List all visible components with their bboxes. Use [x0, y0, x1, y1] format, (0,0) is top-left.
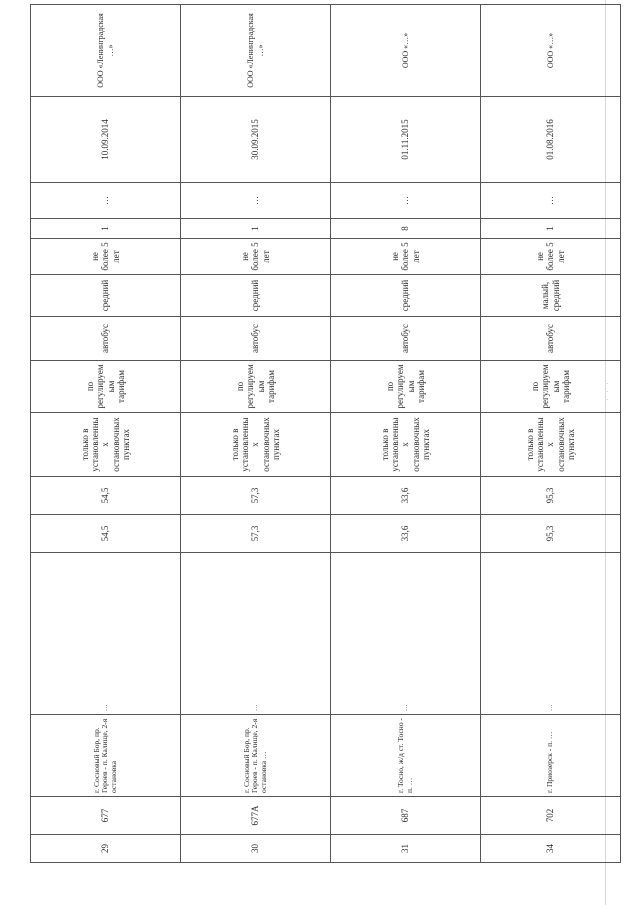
cell-len-back: 54,5 [31, 477, 181, 515]
cell-tariff: по регулируемым тарифам [31, 361, 181, 413]
cell-tariff: по регулируемым тарифам [181, 361, 331, 413]
cell-len-back: 57,3 [181, 477, 331, 515]
cell-num: 29 [31, 835, 181, 863]
table-row [181, 5, 331, 863]
cell-tariff: по регулируемым тарифам [481, 361, 621, 413]
cell-len-fwd: 33,6 [331, 515, 481, 553]
table-row [331, 5, 481, 863]
cell-carrier: ООО «Ленинградская …» [31, 5, 181, 97]
cell-eco: не более 5 лет [181, 239, 331, 275]
cell-count: 1 [481, 219, 621, 239]
cell-num: 30 [181, 835, 331, 863]
cell-len-fwd: 57,3 [181, 515, 331, 553]
cell-reg: 702 [481, 797, 621, 835]
cell-stops: только в установленных остановочных пунктах [31, 413, 181, 477]
cell-schedule: … [331, 183, 481, 219]
cell-len-fwd: 54,5 [31, 515, 181, 553]
cell-vclass: малый, средний [481, 275, 621, 317]
cell-vclass: средний [31, 275, 181, 317]
cell-start: 10.09.2014 [31, 97, 181, 183]
cell-len-back: 33,6 [331, 477, 481, 515]
cell-eco: не более 5 лет [481, 239, 621, 275]
cell-num: 34 [481, 835, 621, 863]
scan-margin-marks: · · · [606, 380, 609, 404]
cell-reg: 677А [181, 797, 331, 835]
cell-vehicle: автобус [181, 317, 331, 361]
cell-schedule: … [31, 183, 181, 219]
cell-count: 1 [31, 219, 181, 239]
cell-start: 01.11.2015 [331, 97, 481, 183]
cell-route: г. Тосно, ж/д ст. Тосно - п. … [331, 715, 481, 797]
cell-vehicle: автобус [331, 317, 481, 361]
cell-schedule: … [181, 183, 331, 219]
cell-streets: … [31, 553, 181, 715]
cell-start: 30.09.2015 [181, 97, 331, 183]
cell-reg: 677 [31, 797, 181, 835]
cell-streets: … [481, 553, 621, 715]
cell-stops: только в установленных остановочных пунктах [181, 413, 331, 477]
cell-count: 1 [181, 219, 331, 239]
routes-table [30, 4, 621, 863]
table-row [481, 5, 621, 863]
cell-vclass: средний [331, 275, 481, 317]
cell-num: 31 [331, 835, 481, 863]
cell-route: г. Приозерск - п. … [481, 715, 621, 797]
cell-vclass: средний [181, 275, 331, 317]
cell-route: г. Сосновый Бор, пр. Героев - п. Калище, 2-я остановка [31, 715, 181, 797]
cell-eco: не более 5 лет [31, 239, 181, 275]
table-row [31, 5, 181, 863]
cell-count: 8 [331, 219, 481, 239]
cell-vehicle: автобус [481, 317, 621, 361]
cell-carrier: ООО «…» [331, 5, 481, 97]
cell-tariff: по регулируемым тарифам [331, 361, 481, 413]
cell-eco: не более 5 лет [331, 239, 481, 275]
cell-stops: только в установленных остановочных пунктах [331, 413, 481, 477]
cell-reg: 687 [331, 797, 481, 835]
cell-stops: только в установленных остановочных пунктах [481, 413, 621, 477]
cell-route: г. Сосновый Бор, пр. Героев - п. Калище, 2-я остановка … [181, 715, 331, 797]
cell-schedule: … [481, 183, 621, 219]
cell-carrier: ООО «Ленинградская …» [181, 5, 331, 97]
cell-len-back: 95,3 [481, 477, 621, 515]
cell-carrier: ООО «…» [481, 5, 621, 97]
cell-len-fwd: 95,3 [481, 515, 621, 553]
cell-vehicle: автобус [31, 317, 181, 361]
cell-streets: … [181, 553, 331, 715]
cell-start: 01.08.2016 [481, 97, 621, 183]
cell-streets: … [331, 553, 481, 715]
